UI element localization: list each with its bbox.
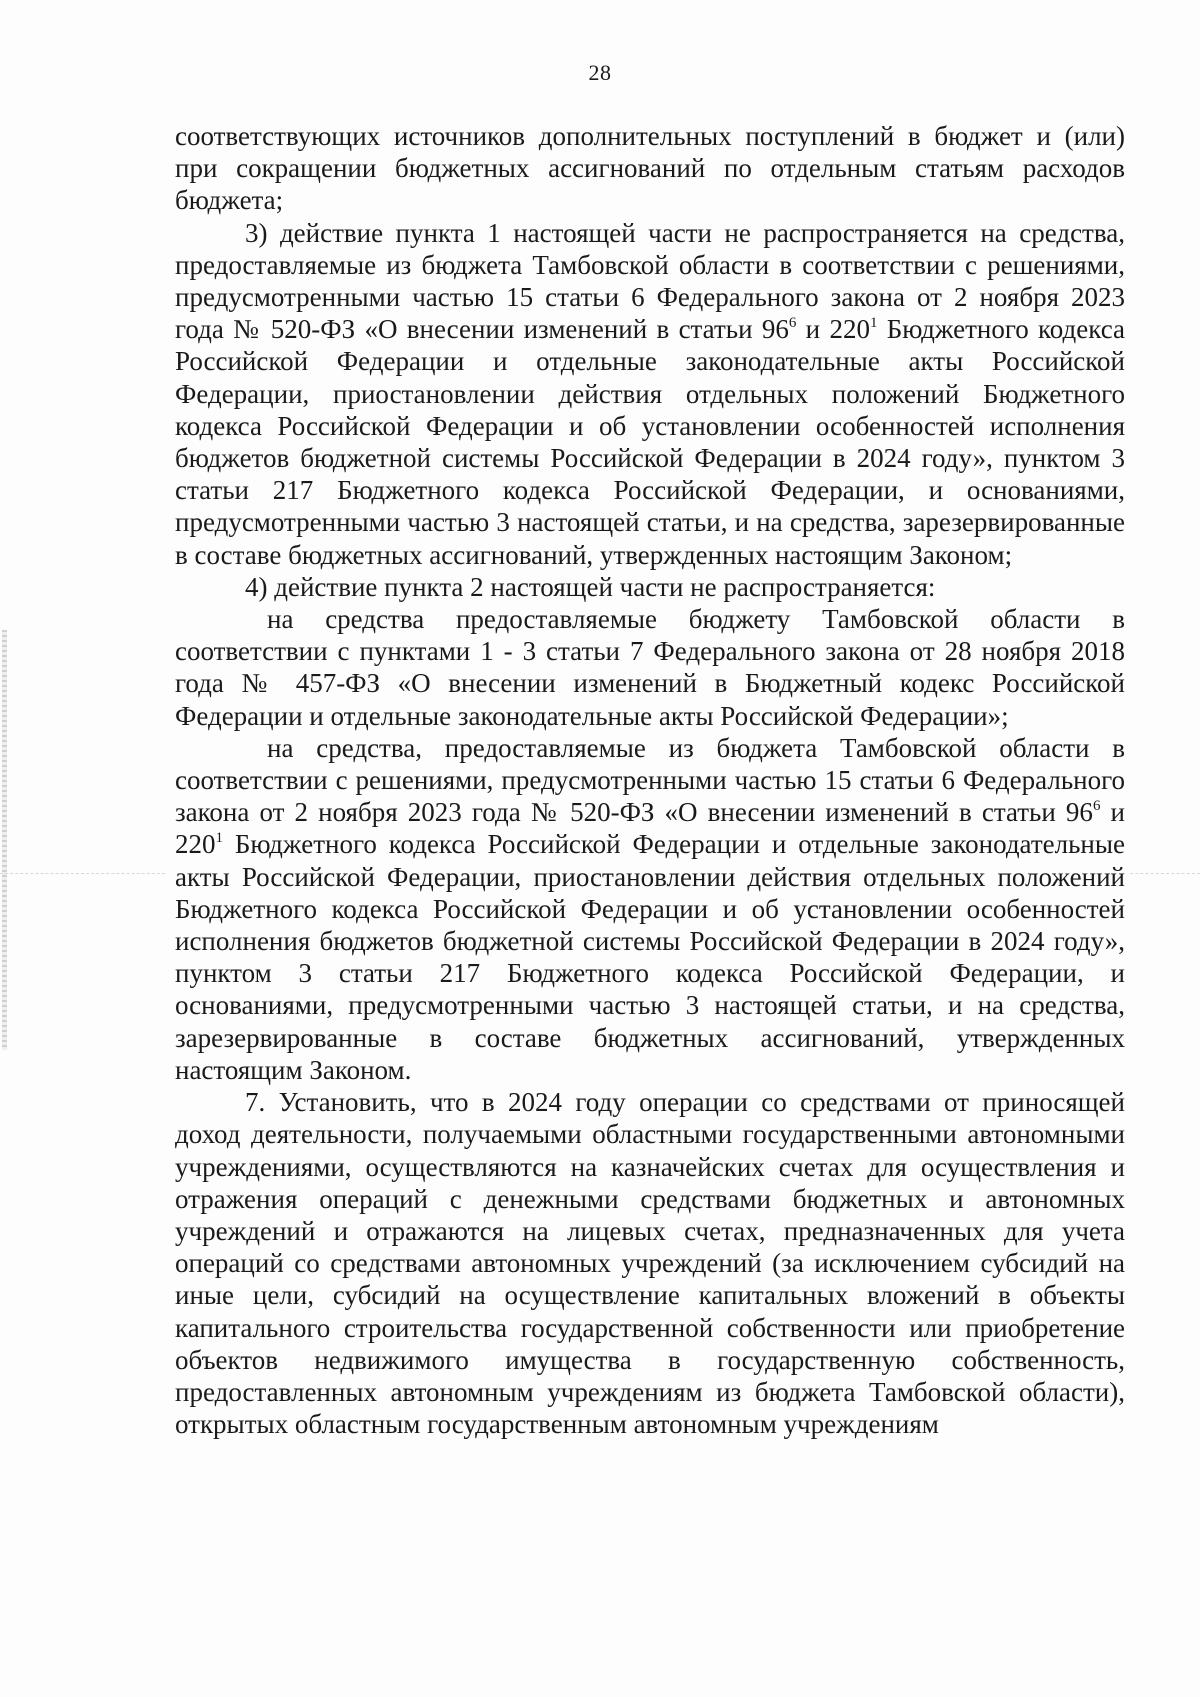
text-run: на средства, предоставляемые из бюджета Тамбовской области в соответствии с решениями, предусмотренными частью 15 статьи 6 Федерального закона от 2 ноября 2023 года № 520-ФЗ «О внесении изменений в статьи 96: [175, 732, 1125, 828]
document-body: [175, 120, 1125, 1440]
scan-line-artifact-left: [0, 873, 165, 874]
scan-edge-artifact: [2, 630, 7, 1050]
paragraph-section-7: 7. Установить, что в 2024 году операции со средствами от приносящей доход деятельности, получаемыми областными государственными автономными учреждениями, осуществляются на казначейских счетах для осуществления и отражения операций с денежными средствами бюджетных и автономных учреждений и отражаются на лицевых счетах, предназначенных для учета операций со средствами автономных учреждений (за исключением субсидий на иные цели, субсидий на осуществление капитальных вложений в объекты капитального строительства государственной собственности или приобретение объектов недвижимого имущества в государственную собственность, предоставленных автономным учреждениям из бюджета Тамбовской области), открытых областным государственным автономным учреждениям: [175, 1087, 1125, 1440]
text-run: Бюджетного кодекса Российской Федерации и отдельные законодательные акты Российской Федерации, приостановлении действия отдельных положений Бюджетного кодекса Российской Федерации и об установлении особенностей исполнения бюджетов бюджетной системы Российской Федерации в 2024 году», пунктом 3 статьи 217 Бюджетного кодекса Российской Федерации, и основаниями, предусмотренными частью 3 настоящей статьи, и на средства, зарезервированные в составе бюджетных ассигнований, утвержденных настоящим Законом;: [175, 314, 1125, 570]
text-run: 3) действие пункта 1 настоящей части не распространяется на средства, предоставляемые из бюджета Тамбовской области в соответствии с решениями, предусмотренными частью 15 статьи 6 Федерального закона от 2 ноября 2023 года № 520-ФЗ «О внесении изменений в статьи 96: [175, 217, 1125, 345]
paragraph-item-4-sub-2: [175, 732, 1125, 1086]
scan-line-artifact-right: [1130, 873, 1200, 874]
paragraph-item-4-sub-1: на средства предоставляемые бюджету Тамбовской области в соответствии с пунктами 1 - 3 статьи 7 Федерального закона от 28 ноября 2018 года № 457-ФЗ «О внесении изменений в Бюджетный кодекс Российской Федерации и отдельные законодательные акты Российской Федерации»;: [175, 604, 1125, 731]
superscript: 6: [1092, 798, 1101, 815]
text-run: и 220: [175, 797, 1126, 860]
text-run: Бюджетного кодекса Российской Федерации и отдельные законодательные акты Российской Федерации, приостановлении действия отдельных положений Бюджетного кодекса Российской Федерации и об установлении особенностей исполнения бюджетов бюджетной системы Российской Федерации в 2024 году», пунктом 3 статьи 217 Бюджетного кодекса Российской Федерации, и основаниями, предусмотренными частью 3 настоящей статьи, и на средства, зарезервированные в составе бюджетных ассигнований, утвержденных настоящим Законом.: [175, 829, 1125, 1085]
paragraph-budget-sources: соответствующих источников дополнительных поступлений в бюджет и (или) при сокращении бюджетных ассигнований по отдельным статьям расходов бюджета;: [175, 121, 1125, 216]
text-run: и 220: [796, 314, 870, 345]
superscript: 6: [788, 315, 797, 332]
paragraph-item-3: [175, 217, 1125, 571]
paragraph-item-4: 4) действие пункта 2 настоящей части не распространяется:: [245, 571, 936, 602]
superscript: 1: [215, 830, 223, 847]
superscript: 1: [869, 315, 878, 332]
page-number: 28: [588, 60, 612, 85]
